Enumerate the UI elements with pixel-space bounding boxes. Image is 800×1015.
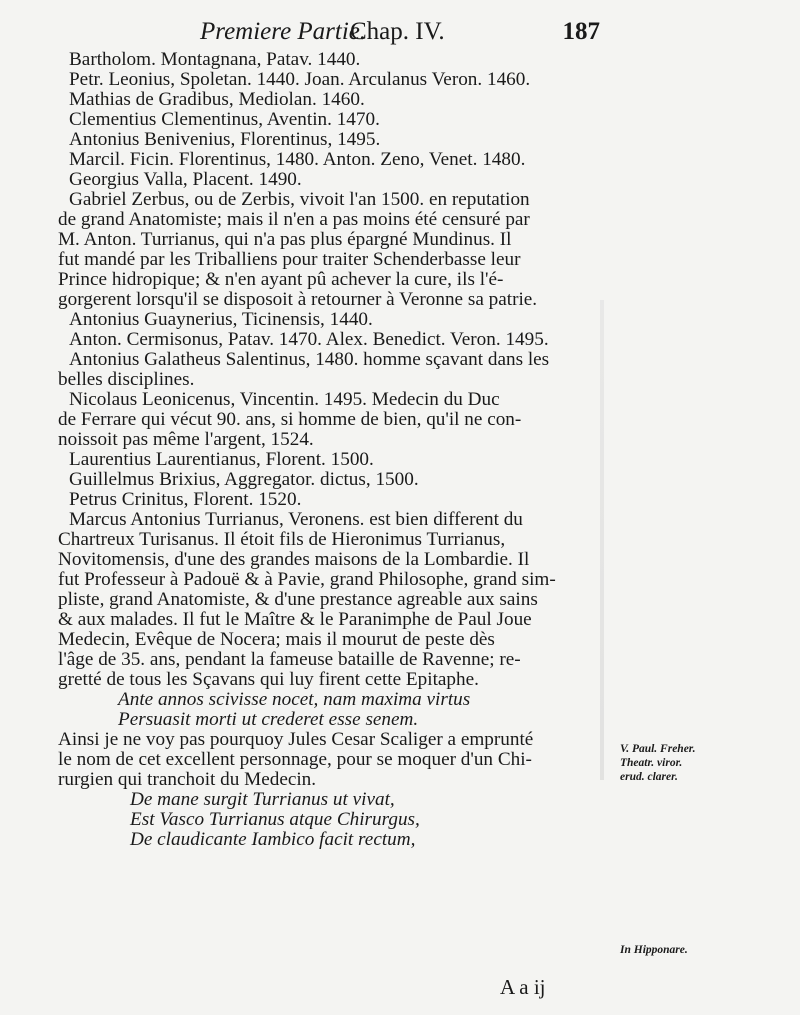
part-title: Premiere Partie. [200, 18, 367, 45]
text-line: Chartreux Turisanus. Il étoit fils de Hieronimus Turrianus, [58, 529, 506, 550]
text-line: fut Professeur à Padouë & à Pavie, grand Philosophe, grand sim- [58, 569, 556, 590]
text-line: Marcus Antonius Turrianus, Veronens. est bien different du [69, 509, 523, 530]
text-line: Clementius Clementinus, Aventin. 1470. [69, 109, 380, 130]
text-line: Medecin, Evêque de Nocera; mais il mourut de peste dès [58, 629, 495, 650]
text-line: de grand Anatomiste; mais il n'en a pas moins été censuré par [58, 209, 530, 230]
text-line: Petrus Crinitus, Florent. 1520. [69, 489, 302, 510]
text-line: De mane surgit Turrianus ut vivat, [130, 789, 395, 810]
text-line: l'âge de 35. ans, pendant la fameuse bataille de Ravenne; re- [58, 649, 521, 670]
text-line: Georgius Valla, Placent. 1490. [69, 169, 302, 190]
text-line: Anton. Cermisonus, Patav. 1470. Alex. Benedict. Veron. 1495. [69, 329, 549, 350]
page-number: 187 [562, 18, 600, 45]
margin-note [620, 943, 795, 957]
margin-note [620, 742, 795, 784]
text-line: Ainsi je ne voy pas pourquoy Jules Cesar Scaliger a emprunté [58, 729, 534, 750]
text-line: Antonius Galatheus Salentinus, 1480. homme sçavant dans les [69, 349, 550, 370]
margin-note-line: erud. clarer. [620, 771, 678, 783]
text-line: fut mandé par les Triballiens pour traiter Schenderbasse leur [58, 249, 521, 270]
text-line: Guillelmus Brixius, Aggregator. dictus, 1500. [69, 469, 419, 490]
text-line: & aux malades. Il fut le Maître & le Paranimphe de Paul Joue [58, 609, 532, 630]
text-line: De claudicante Iambico facit rectum, [130, 829, 416, 850]
text-line: Nicolaus Leonicenus, Vincentin. 1495. Medecin du Duc [69, 389, 500, 410]
text-line: noissoit pas même l'argent, 1524. [58, 429, 314, 450]
text-line: Antonius Guaynerius, Ticinensis, 1440. [69, 309, 373, 330]
margin-note-line: Theatr. viror. [620, 757, 683, 769]
body-text [58, 50, 620, 850]
text-line: belles disciplines. [58, 369, 195, 390]
text-line: gretté de tous les Sçavans qui luy firent cette Epitaphe. [58, 669, 479, 690]
text-line: Gabriel Zerbus, ou de Zerbis, vivoit l'an 1500. en reputation [69, 189, 530, 210]
margin-note-line: In Hipponare. [620, 944, 688, 956]
text-line: rurgien qui tranchoit du Medecin. [58, 769, 317, 790]
text-line: Novitomensis, d'une des grandes maisons de la Lombardie. Il [58, 549, 530, 570]
text-line: Petr. Leonius, Spoletan. 1440. Joan. Arculanus Veron. 1460. [69, 69, 531, 90]
margin-note-line: V. Paul. Freher. [620, 743, 696, 755]
signature-mark: A a ij [500, 975, 546, 999]
text-line: Marcil. Ficin. Florentinus, 1480. Anton. Zeno, Venet. 1480. [69, 149, 526, 170]
chapter-title: Chap. IV. [350, 18, 445, 45]
text-line: de Ferrare qui vécut 90. ans, si homme de bien, qu'il ne con- [58, 409, 522, 430]
text-line: gorgerent lorsqu'il se disposoit à retourner à Veronne sa patrie. [58, 289, 538, 310]
text-line: le nom de cet excellent personnage, pour se moquer d'un Chi- [58, 749, 532, 770]
text-line: Laurentius Laurentianus, Florent. 1500. [69, 449, 374, 470]
text-line: Ante annos scivisse nocet, nam maxima virtus [118, 689, 471, 710]
running-header [200, 18, 610, 52]
text-line: Persuasit morti ut crederet esse senem. [118, 709, 419, 730]
text-line: Antonius Benivenius, Florentinus, 1495. [69, 129, 381, 150]
text-line: Mathias de Gradibus, Mediolan. 1460. [69, 89, 365, 110]
text-line: Bartholom. Montagnana, Patav. 1440. [69, 49, 361, 70]
text-line: M. Anton. Turrianus, qui n'a pas plus épargné Mundinus. Il [58, 229, 512, 250]
text-line: Prince hidropique; & n'en ayant pû achever la cure, ils l'é- [58, 269, 504, 290]
text-line: pliste, grand Anatomiste, & d'une prestance agreable aux sains [58, 589, 538, 610]
text-line: Est Vasco Turrianus atque Chirurgus, [130, 809, 420, 830]
